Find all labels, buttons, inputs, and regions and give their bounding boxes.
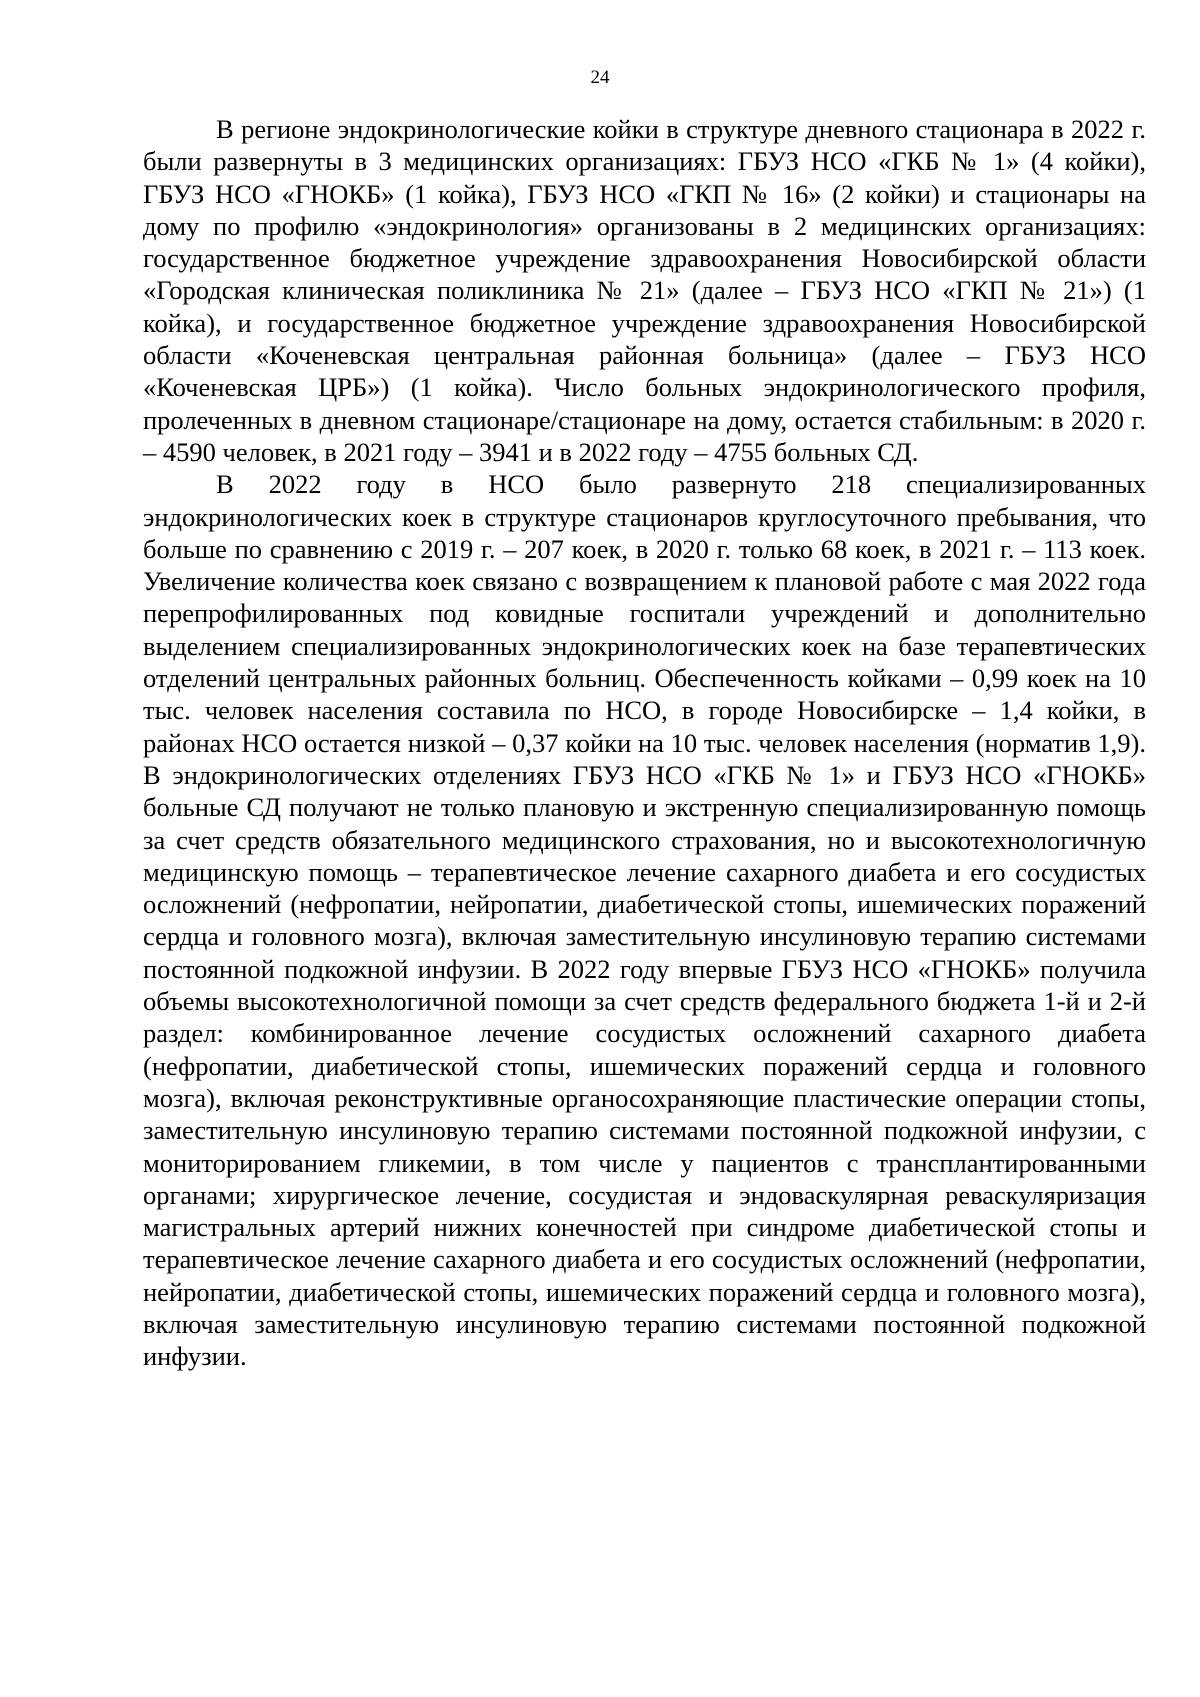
paragraph-day-hospital-beds: В регионе эндокринологические койки в структуре дневного стационара в 2022 г. были развернуты в 3 медицинских организациях: ГБУЗ НСО «ГКБ № 1» (4 койки), ГБУЗ НСО «ГНОКБ» (1 койка), ГБУЗ НСО «ГКП № 16» (2 койки) и стационары на дому по профилю «эндокринология» организованы в 2 медицинских организациях: государственное бюджетное учреждение здравоохранения Новосибирской области «Городская клиническая поликлиника № 21» (далее – ГБУЗ НСО «ГКП № 21») (1 койка), и государственное бюджетное учреждение здравоохранения Новосибирской области «Коченевская центральная районная больница» (далее – ГБУЗ НСО «Коченевская ЦРБ») (1 койка). Число больных эндокринологического профиля, пролеченных в дневном стационаре/стационаре на дому, остается стабильным: в 2020 г. – 4590 человек, в 2021 году – 3941 и в 2022 году – 4755 больных СД. <box>143 114 1146 467</box>
page-number: 24 <box>590 67 610 88</box>
document-body <box>143 113 1146 1373</box>
paragraph-inpatient-beds: В 2022 году в НСО было развернуто 218 специализированных эндокринологических коек в структуре стационаров круглосуточного пребывания, что больше по сравнению с 2019 г. – 207 коек, в 2020 г. только 68 коек, в 2021 г. – 113 коек. Увеличение количества коек связано с возвращением к плановой работе с мая 2022 года перепрофилированных под ковидные госпитали учреждений и дополнительно выделением специализированных эндокринологических коек на базе терапевтических отделений центральных районных больниц. Обеспеченность койками – 0,99 коек на 10 тыс. человек населения составила по НСО, в городе Новосибирске – 1,4 койки, в районах НСО остается низкой – 0,37 койки на 10 тыс. человек населения (норматив 1,9). В эндокринологических отделениях ГБУЗ НСО «ГКБ № 1» и ГБУЗ НСО «ГНОКБ» больные СД получают не только плановую и экстренную специализированную помощь за счет средств обязательного медицинского страхования, но и высокотехнологичную медицинскую помощь – терапевтическое лечение сахарного диабета и его сосудистых осложнений (нефропатии, нейропатии, диабетической стопы, ишемических поражений сердца и головного мозга), включая заместительную инсулиновую терапию системами постоянной подкожной инфузии. В 2022 году впервые ГБУЗ НСО «ГНОКБ» получила объемы высокотехнологичной помощи за счет средств федерального бюджета 1-й и 2-й раздел: комбинированное лечение сосудистых осложнений сахарного диабета (нефропатии, диабетической стопы, ишемических поражений сердца и головного мозга), включая реконструктивные органосохраняющие пластические операции стопы, заместительную инсулиновую терапию системами постоянной подкожной инфузии, с мониторированием гликемии, в том числе у пациентов с трансплантированными органами; хирургическое лечение, сосудистая и эндоваскулярная реваскуляризация магистральных артерий нижних конечностей при синдроме диабетической стопы и терапевтическое лечение сахарного диабета и его сосудистых осложнений (нефропатии, нейропатии, диабетической стопы, ишемических поражений сердца и головного мозга), включая заместительную инсулиновую терапию системами постоянной подкожной инфузии. <box>143 469 1146 1372</box>
